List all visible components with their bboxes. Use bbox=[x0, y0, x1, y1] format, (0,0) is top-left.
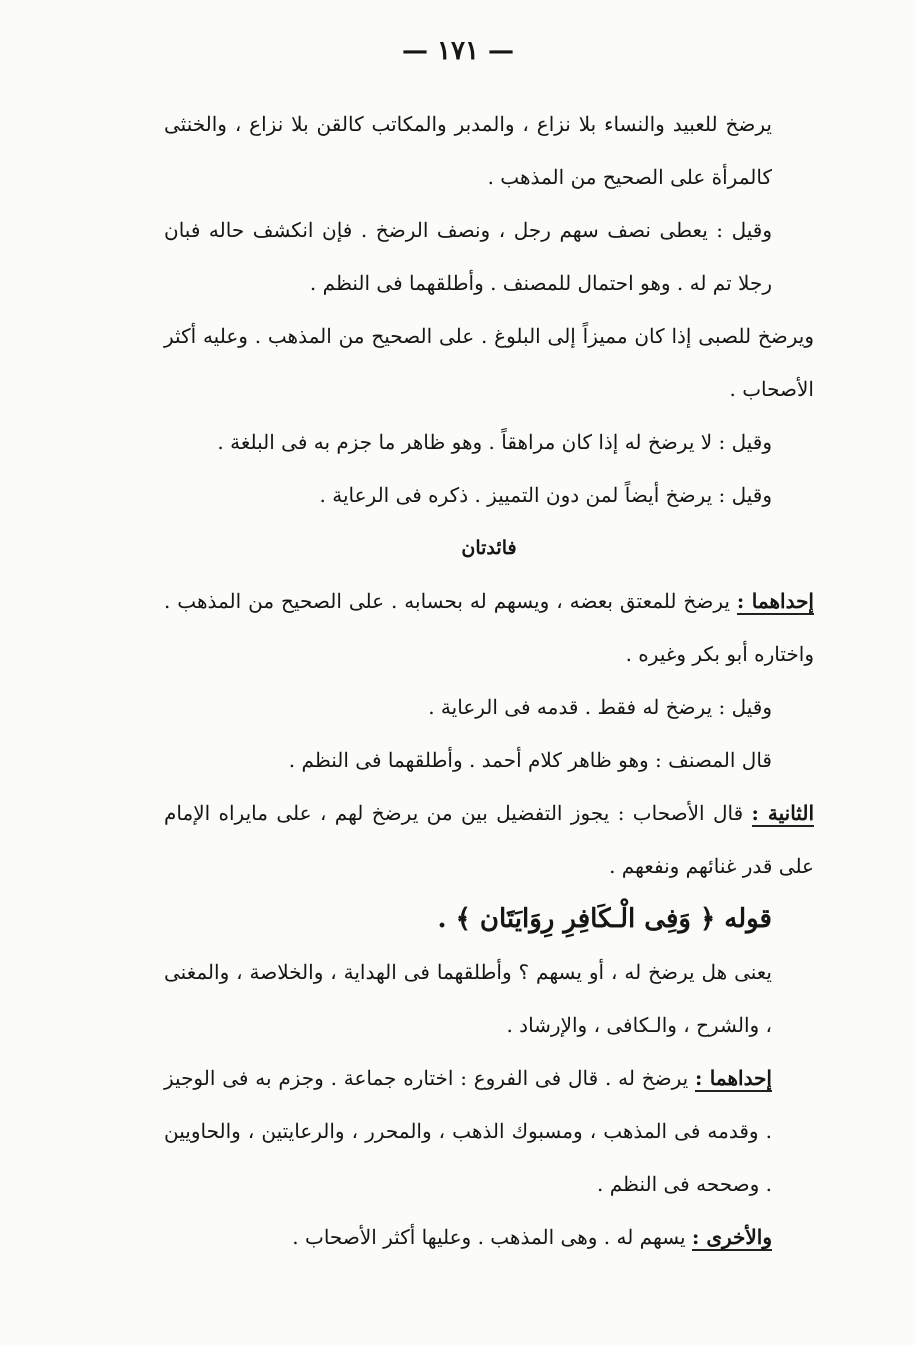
paragraph-text: يعنى هل يرضخ له ، أو يسهم ؟ وأطلقهما فى الهداية ، والخلاصة ، والمغنى ، والشرح ، والـكافى ، والإرشاد . bbox=[164, 960, 772, 1037]
page-body bbox=[164, 98, 814, 1264]
quote-text: قوله ﴿ وَفِى الْـكَافِرِ رِوَايَتَان ﴾ . bbox=[437, 904, 772, 934]
quote-line bbox=[164, 893, 814, 946]
paragraph-text: يرضخ له . قال فى الفروع : اختاره جماعة . وجزم به فى الوجيز . وقدمه فى المذهب ، ومسبوك الذهب ، والمحرر ، والرعايتين ، والحاويين . وصححه فى النظم . bbox=[164, 1066, 772, 1196]
paragraph-14 bbox=[164, 1211, 814, 1264]
lead-word: والأخرى : bbox=[691, 1225, 772, 1249]
paragraph-7 bbox=[164, 575, 814, 681]
lead-word: إحداهما : bbox=[736, 589, 814, 613]
paragraph-1 bbox=[164, 98, 814, 204]
paragraph-text: وقيل : يرضخ له فقط . قدمه فى الرعاية . bbox=[428, 695, 772, 719]
paragraph-4 bbox=[164, 416, 814, 469]
paragraph-text: يرضخ للعبيد والنساء بلا نزاع ، والمدبر والمكاتب كالقن بلا نزاع ، والخنثى كالمرأة على الصحيح من المذهب . bbox=[164, 112, 772, 189]
paragraph-5 bbox=[164, 469, 814, 522]
paragraph-13 bbox=[164, 1052, 814, 1211]
paragraph-text: يرضخ للمعتق بعضه ، ويسهم له بحسابه . على الصحيح من المذهب . واختاره أبو بكر وغيره . bbox=[164, 589, 814, 666]
heading-text: فائدتان bbox=[461, 537, 517, 559]
paragraph-text: قال المصنف : وهو ظاهر كلام أحمد . وأطلقهما فى النظم . bbox=[288, 748, 772, 772]
page-number: — ١٧١ — bbox=[401, 36, 515, 66]
lead-word: إحداهما : bbox=[695, 1066, 772, 1090]
paragraph-10 bbox=[164, 787, 814, 893]
paragraph-text: يسهم له . وهى المذهب . وعليها أكثر الأصحاب . bbox=[292, 1225, 692, 1249]
paragraph-2 bbox=[164, 204, 814, 310]
lead-word: الثانية : bbox=[751, 801, 814, 825]
paragraph-9 bbox=[164, 734, 814, 787]
paragraph-text: قال الأصحاب : يجوز التفضيل بين من يرضخ لهم ، على مايراه الإمام على قدر غنائهم ونفعهم . bbox=[164, 801, 814, 878]
paragraph-8 bbox=[164, 681, 814, 734]
section-heading bbox=[164, 522, 814, 575]
paragraph-3 bbox=[164, 310, 814, 416]
paragraph-text: وقيل : يعطى نصف سهم رجل ، ونصف الرضخ . فإن انكشف حاله فبان رجلا تم له . وهو احتمال للمصنف . وأطلقهما فى النظم . bbox=[164, 218, 772, 295]
paragraph-text: ويرضخ للصبى إذا كان مميزاً إلى البلوغ . على الصحيح من المذهب . وعليه أكثر الأصحاب . bbox=[164, 324, 814, 401]
paragraph-text: وقيل : يرضخ أيضاً لمن دون التمييز . ذكره فى الرعاية . bbox=[319, 483, 772, 507]
paragraph-12 bbox=[164, 946, 814, 1052]
paragraph-text: وقيل : لا يرضخ له إذا كان مراهقاً . وهو ظاهر ما جزم به فى البلغة . bbox=[217, 430, 772, 454]
